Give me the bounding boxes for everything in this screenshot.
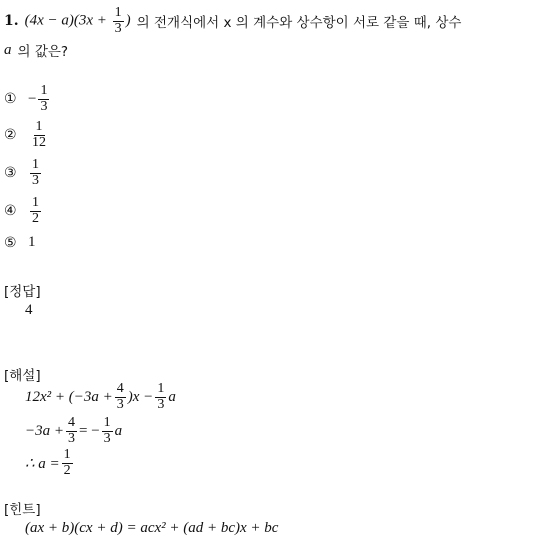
fraction-numerator: 4 bbox=[116, 381, 124, 396]
fraction-denominator: 3 bbox=[116, 396, 124, 412]
question-variable: a bbox=[4, 41, 12, 58]
expression-part-1: (4x − a)(3x + bbox=[24, 12, 111, 29]
fraction-denominator: 3 bbox=[114, 20, 122, 36]
solution-line-1-part-c: a bbox=[168, 388, 176, 405]
solution-line-3 bbox=[25, 448, 75, 478]
hint-formula bbox=[25, 520, 278, 537]
choice-value: 1 bbox=[28, 234, 36, 250]
choice-marker: ④ bbox=[4, 203, 17, 220]
fraction-denominator: 3 bbox=[157, 396, 165, 412]
fraction-numerator: 4 bbox=[68, 415, 75, 430]
choice-5[interactable] bbox=[4, 234, 36, 251]
fraction-numerator: 1 bbox=[35, 119, 43, 134]
solution-line-3-fraction bbox=[62, 448, 73, 478]
question-text-line-1: 의 전개식에서 x 의 계수와 상수항이 서로 같을 때, 상수 bbox=[136, 15, 462, 32]
solution-line-2-part-c: a bbox=[114, 422, 123, 439]
solution-line-2-part-a: −3a + bbox=[25, 422, 64, 439]
fraction-denominator: 3 bbox=[32, 172, 39, 188]
choice-4[interactable] bbox=[4, 196, 43, 226]
fraction-numerator: 1 bbox=[103, 415, 111, 430]
question-line-2 bbox=[4, 40, 68, 60]
choice-fraction bbox=[30, 120, 48, 150]
hint-label: [힌트] bbox=[4, 502, 41, 518]
choice-1[interactable] bbox=[4, 84, 51, 114]
choice-marker: ⑤ bbox=[4, 234, 17, 251]
question-line-1 bbox=[4, 6, 461, 36]
answer-label: [정답] bbox=[4, 284, 41, 300]
solution-label: [해설] bbox=[4, 368, 41, 384]
fraction-numerator: 1 bbox=[40, 83, 48, 98]
choice-fraction bbox=[30, 196, 41, 226]
choice-2[interactable] bbox=[4, 120, 50, 150]
choice-fraction bbox=[38, 84, 49, 114]
question-expression bbox=[25, 6, 131, 36]
solution-line-2-fraction-2 bbox=[102, 416, 113, 446]
fraction-denominator: 2 bbox=[63, 462, 71, 478]
choice-sign: − bbox=[28, 90, 37, 107]
fraction-denominator: 12 bbox=[32, 134, 46, 150]
fraction-numerator: 1 bbox=[157, 381, 165, 396]
fraction-denominator: 3 bbox=[68, 430, 75, 446]
choice-marker: ① bbox=[4, 91, 17, 108]
solution-line-2 bbox=[25, 416, 122, 446]
fraction-numerator: 1 bbox=[32, 157, 39, 172]
fraction-denominator: 3 bbox=[103, 430, 111, 446]
fraction-numerator: 1 bbox=[63, 447, 71, 462]
expression-part-2: ) bbox=[125, 12, 131, 29]
choice-3[interactable] bbox=[4, 158, 43, 188]
solution-line-1-part-b: )x − bbox=[127, 388, 154, 405]
solution-line-1-part-a: 12x² + (−3a + bbox=[25, 388, 113, 405]
answer-value: 4 bbox=[25, 302, 33, 318]
choice-fraction bbox=[30, 158, 41, 188]
fraction-denominator: 2 bbox=[32, 210, 39, 226]
solution-line-3-part-a: ∴ a = bbox=[25, 455, 60, 472]
expression-fraction bbox=[113, 6, 124, 36]
fraction-denominator: 3 bbox=[40, 98, 48, 114]
hint-formula-text: (ax + b)(cx + d) = acx² + (ad + bc)x + bc bbox=[25, 520, 279, 536]
solution-line-2-fraction bbox=[66, 416, 77, 446]
solution-line-2-part-b: = − bbox=[79, 422, 100, 439]
choice-marker: ② bbox=[4, 127, 17, 144]
solution-line-1 bbox=[25, 382, 176, 412]
solution-line-1-fraction bbox=[115, 382, 126, 412]
fraction-numerator: 1 bbox=[32, 195, 39, 210]
choice-marker: ③ bbox=[4, 165, 17, 182]
solution-line-1-fraction-2 bbox=[155, 382, 166, 412]
fraction-numerator: 1 bbox=[114, 5, 122, 20]
question-number: 1. bbox=[4, 13, 19, 30]
question-text-line-2: 의 값은? bbox=[17, 44, 69, 60]
